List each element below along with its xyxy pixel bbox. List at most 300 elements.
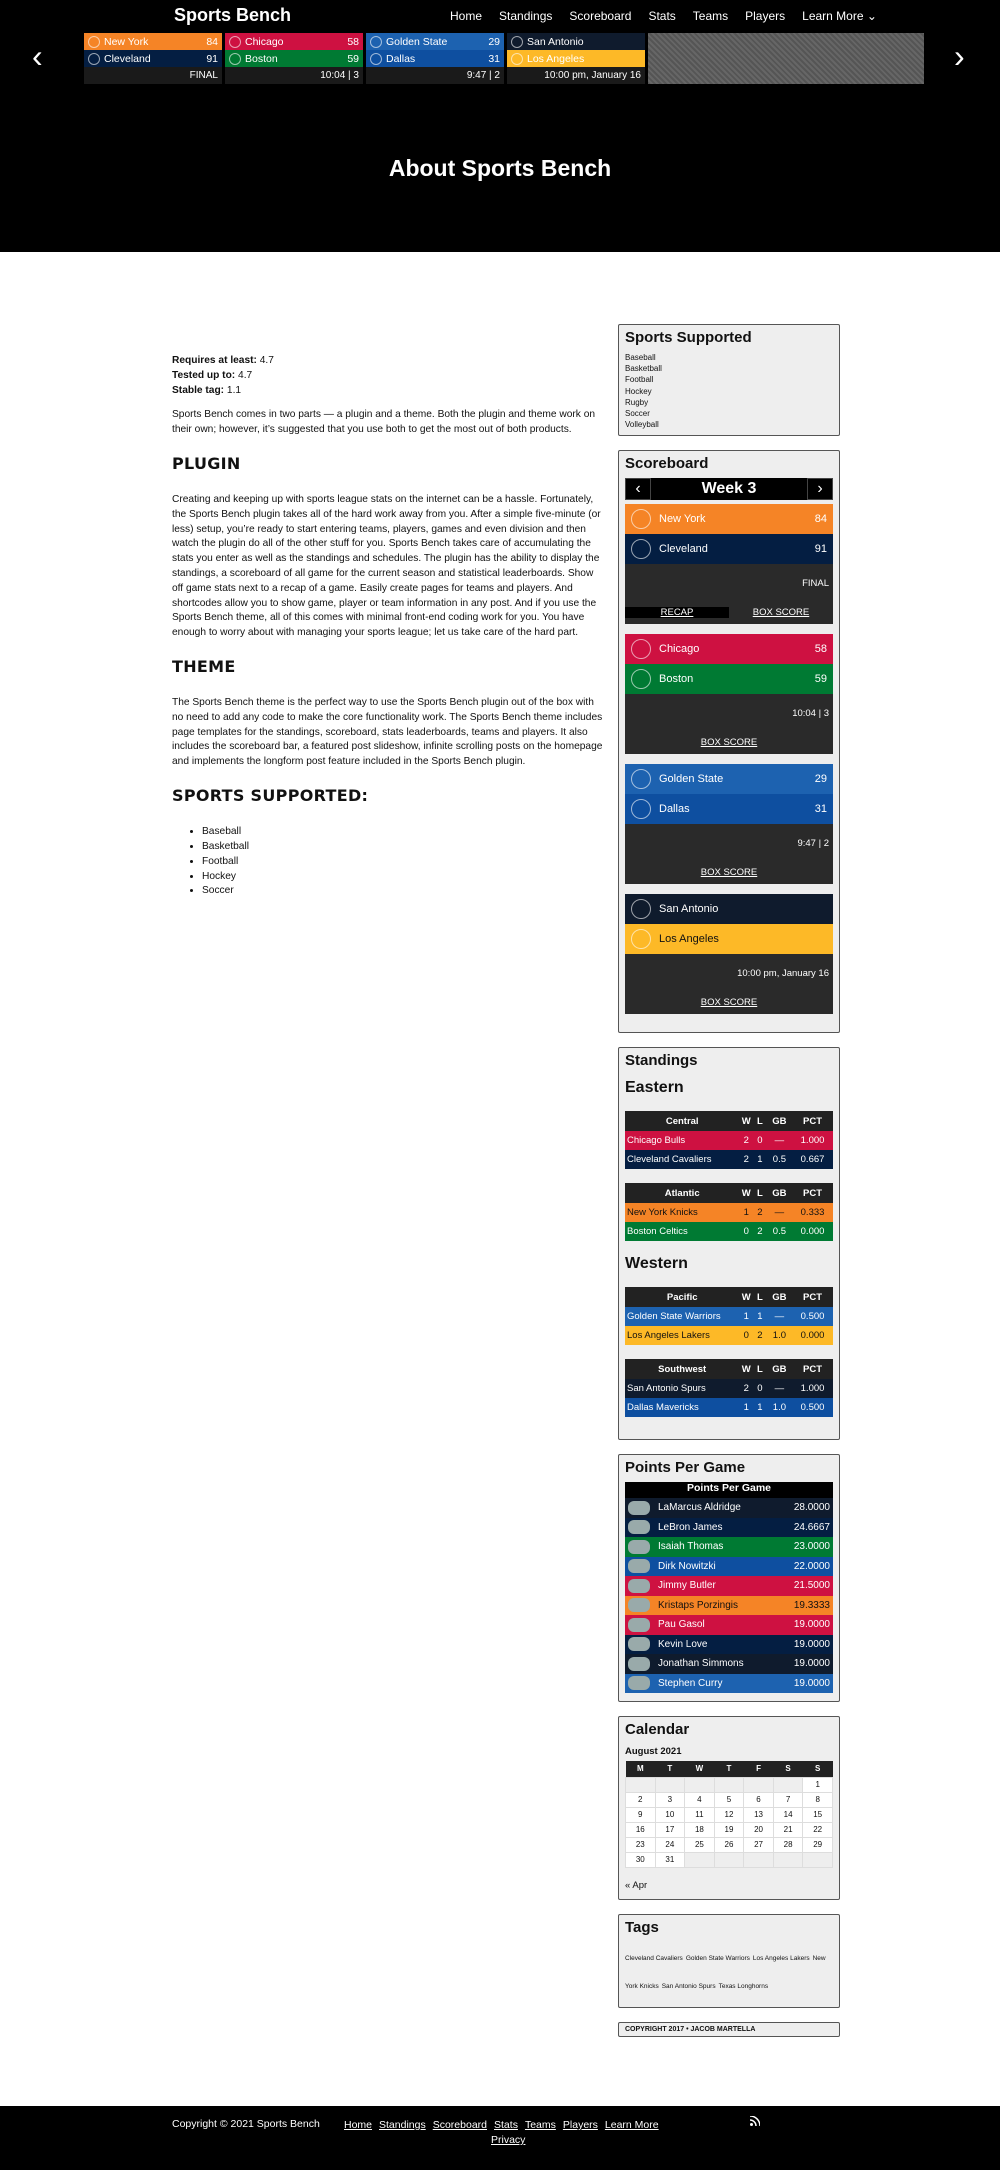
calendar-day	[773, 1852, 803, 1867]
team-name: Boston	[245, 52, 278, 65]
tag-link[interactable]: Los Angeles Lakers	[752, 1954, 810, 1962]
calendar-day: 12	[714, 1807, 744, 1822]
player-value: 24.6667	[793, 1521, 830, 1533]
box-score-link[interactable]: BOX SCORE	[700, 736, 758, 748]
plugin-paragraph: Creating and keeping up with sports league stats on the internet can be a hassle. Fortunately, the Sports Bench plugin takes all of the hard work away from you. After a simple five-minute (or less) setup, you’re ready to start entering teams, players, games and even division and then watch the plugin do all of the other stuff for you. Sports Bench takes care of accumulating the stats you enter as well as the standings and schedules. The plugin has the ability to display the standings, a scoreboard of all game for the current season and statistical leaderboards. Show off game stats next to a recap of a game. Easily create pages for teams and players. And shortcodes allow you to show game, player or team information in any post. And if you use the Sports Bench theme, all of this comes with minimal front-end coding work for you. You have enough to worry about with managing your sports league; let us take care of the hard part.	[172, 494, 601, 639]
scorebar-team-row	[366, 33, 504, 50]
player-name: Jonathan Simmons	[658, 1658, 744, 1670]
team-logo-icon	[631, 799, 651, 819]
stat-cell: 0	[757, 1383, 763, 1394]
stat-cell: 1	[743, 1402, 749, 1413]
team-name: Chicago	[245, 35, 284, 48]
team-score: 29	[814, 773, 827, 785]
calendar-day: 29	[803, 1837, 833, 1852]
column-header: PCT	[792, 1359, 833, 1379]
stat-cell: 0.500	[800, 1311, 825, 1322]
calendar-day: 30	[626, 1852, 656, 1867]
footer-link-learn-more[interactable]: Learn More	[604, 2119, 659, 2131]
scoreboard-card	[625, 894, 833, 1014]
scoreboard-team-row	[625, 764, 833, 794]
widget-title: Tags	[625, 1918, 659, 1936]
team-logo-icon	[511, 36, 523, 48]
column-header: W	[739, 1287, 753, 1307]
team-name: Los Angeles Lakers	[627, 1330, 710, 1341]
sports-list	[172, 825, 604, 899]
list-item: Hockey	[625, 386, 652, 396]
table-row[interactable]	[625, 1131, 833, 1150]
column-header: GB	[767, 1183, 792, 1203]
calendar-day: 21	[773, 1822, 803, 1837]
nav-standings[interactable]: Standings	[499, 9, 553, 23]
calendar-day: 28	[773, 1837, 803, 1852]
calendar-day: 11	[685, 1807, 715, 1822]
team-name: Golden State	[659, 773, 724, 785]
calendar-day: 27	[744, 1837, 774, 1852]
main-content	[172, 354, 604, 899]
team-name: New York Knicks	[627, 1207, 698, 1218]
scoreboard-bar	[84, 33, 924, 84]
team-score: 58	[347, 35, 359, 48]
player-photo	[628, 1540, 650, 1554]
nav-teams[interactable]: Teams	[692, 9, 729, 23]
calendar-month: August 2021	[625, 1746, 682, 1757]
scoreboard-team-row	[625, 504, 833, 534]
scoreboard-card	[625, 634, 833, 754]
team-logo-icon	[88, 53, 100, 65]
scorebar-team-row	[84, 50, 222, 67]
team-logo-icon	[88, 36, 100, 48]
player-name: Isaiah Thomas	[658, 1541, 724, 1553]
division-name: Atlantic	[625, 1183, 739, 1203]
list-item: Baseball	[625, 353, 656, 362]
game-status: 10:00 pm, January 16	[507, 67, 645, 84]
player-photo	[628, 1501, 650, 1515]
calendar-day: 17	[655, 1822, 685, 1837]
calendar-day: 2	[626, 1792, 656, 1807]
player-value: 19.0000	[793, 1638, 830, 1650]
tag-link[interactable]: San Antonio Spurs	[661, 1983, 716, 1991]
widget-title: Standings	[625, 1052, 698, 1069]
week-label: Week 3	[701, 480, 757, 497]
list-item: Basketball	[625, 364, 662, 374]
list-item: • Baseball	[202, 825, 604, 840]
table-row[interactable]	[625, 1326, 833, 1345]
player-value: 22.0000	[793, 1560, 830, 1572]
box-score-link[interactable]: BOX SCORE	[700, 866, 758, 878]
scorebar-next-icon[interactable]: ›	[954, 38, 965, 74]
game-status: 9:47 | 2	[366, 67, 504, 84]
scoreboard-games	[625, 504, 833, 1014]
player-value: 28.0000	[793, 1502, 830, 1514]
calendar-day	[685, 1852, 715, 1867]
page-title: About Sports Bench	[388, 155, 612, 181]
meta-label: Requires at least:	[172, 355, 257, 366]
team-score: 29	[488, 35, 500, 48]
stat-cell: 0.5	[772, 1226, 787, 1237]
rss-icon[interactable]	[750, 2116, 760, 2126]
ppg-row[interactable]	[625, 1635, 833, 1655]
standings-table	[625, 1183, 833, 1241]
team-logo-icon	[631, 899, 651, 919]
footer-link-standings[interactable]: Standings	[379, 2119, 426, 2131]
scoreboard-team-row	[625, 794, 833, 824]
calendar-day-header: F	[744, 1761, 774, 1777]
tag-link[interactable]: Texas Longhorns	[718, 1983, 769, 1991]
footer-link-home[interactable]: Home	[344, 2119, 373, 2131]
calendar-day	[626, 1777, 656, 1792]
nav-home[interactable]: Home	[450, 9, 483, 23]
stat-cell: 2	[743, 1154, 749, 1165]
column-header: W	[739, 1359, 753, 1379]
stat-cell: 0.5	[772, 1154, 787, 1165]
stat-cell: 1	[757, 1402, 763, 1413]
column-header: L	[753, 1287, 767, 1307]
team-name: Dallas	[386, 52, 416, 65]
calendar-day-header: T	[655, 1761, 685, 1777]
team-logo-icon	[631, 539, 651, 559]
meta-value: 4.7	[235, 369, 253, 381]
player-name: LaMarcus Aldridge	[658, 1502, 741, 1514]
calendar-day: 18	[685, 1822, 715, 1837]
stat-cell: 0	[743, 1330, 749, 1341]
player-name: Jimmy Butler	[658, 1580, 716, 1592]
ppg-row[interactable]	[625, 1615, 833, 1635]
standings-table	[625, 1111, 833, 1169]
footer-nav	[344, 2118, 674, 2148]
scorebar-game[interactable]	[366, 33, 504, 84]
tag-link[interactable]: Cleveland Cavaliers	[625, 1954, 683, 1962]
team-score: 84	[206, 35, 218, 48]
scoreboard-card	[625, 504, 833, 624]
scoreboard-team-row	[625, 924, 833, 954]
column-header: L	[753, 1359, 767, 1379]
column-header: W	[739, 1183, 753, 1203]
ppg-rows	[625, 1498, 833, 1693]
table-row[interactable]	[625, 1379, 833, 1398]
calendar-day-header: T	[714, 1761, 744, 1777]
stat-cell: —	[774, 1383, 785, 1394]
stat-cell: 0	[743, 1226, 749, 1237]
player-name: Dirk Nowitzki	[658, 1560, 716, 1572]
standings-table	[625, 1359, 833, 1417]
theme-heading: THEME	[172, 656, 236, 676]
scorebar-game[interactable]	[84, 33, 222, 84]
standings-tables	[625, 1079, 833, 1417]
column-header: GB	[767, 1111, 792, 1131]
main-nav	[450, 9, 894, 23]
footer-link-players[interactable]: Players	[562, 2119, 598, 2131]
list-item: Football	[625, 375, 654, 385]
scoreboard-card	[625, 764, 833, 884]
intro-paragraph: Sports Bench comes in two parts — a plugin and a theme. Both the plugin and theme work on their own; however, it’s suggested that you use both to get the most out of both products.	[172, 409, 596, 436]
calendar-day: 22	[803, 1822, 833, 1837]
team-score: 58	[814, 643, 827, 655]
column-header: L	[753, 1111, 767, 1131]
box-score-link[interactable]: BOX SCORE	[700, 996, 758, 1008]
calendar-day-header: S	[773, 1761, 803, 1777]
calendar-day: 20	[744, 1822, 774, 1837]
calendar-day: 8	[803, 1792, 833, 1807]
player-photo	[628, 1637, 650, 1651]
player-value: 23.0000	[793, 1541, 830, 1553]
table-row[interactable]	[625, 1307, 833, 1326]
ppg-row[interactable]	[625, 1576, 833, 1596]
game-status: FINAL	[625, 564, 833, 600]
widget-title: Calendar	[625, 1721, 690, 1738]
scorebar-team-row	[366, 50, 504, 67]
ppg-row[interactable]	[625, 1498, 833, 1518]
team-name: New York	[104, 35, 149, 48]
player-value: 19.0000	[793, 1658, 830, 1670]
team-score: 31	[488, 52, 500, 65]
division-name: Central	[625, 1111, 739, 1131]
column-header: W	[739, 1111, 753, 1131]
calendar-day: 9	[626, 1807, 656, 1822]
scorebar-filler	[648, 33, 924, 84]
table-row[interactable]	[625, 1150, 833, 1169]
player-name: Kristaps Porzingis	[658, 1599, 739, 1611]
calendar-day	[744, 1777, 774, 1792]
ppg-row[interactable]	[625, 1537, 833, 1557]
player-value: 19.3333	[793, 1599, 830, 1611]
conference-title: Eastern	[625, 1079, 684, 1096]
team-name: Chicago Bulls	[627, 1135, 686, 1146]
stat-cell: 1	[757, 1311, 763, 1322]
calendar-table	[625, 1761, 833, 1868]
widget-title: Points Per Game	[625, 1459, 746, 1476]
team-name: Cleveland Cavaliers	[627, 1154, 712, 1165]
site-brand[interactable]: Sports Bench	[174, 5, 292, 25]
division-name: Southwest	[625, 1359, 739, 1379]
team-name: Boston Celtics	[627, 1226, 688, 1237]
ppg-table-header: Points Per Game	[625, 1482, 833, 1498]
sidebar	[618, 324, 840, 2051]
footer-link-teams[interactable]: Teams	[524, 2119, 556, 2131]
calendar-day: 1	[803, 1777, 833, 1792]
stat-cell: 0.667	[800, 1154, 825, 1165]
player-value: 19.0000	[793, 1677, 830, 1689]
team-logo-icon	[370, 53, 382, 65]
calendar-day: 3	[655, 1792, 685, 1807]
team-name: Dallas Mavericks	[627, 1402, 699, 1413]
stat-cell: 0.000	[800, 1226, 825, 1237]
player-name: Kevin Love	[658, 1638, 708, 1650]
game-status: FINAL	[84, 67, 222, 84]
game-status: 10:00 pm, January 16	[625, 954, 833, 990]
plugin-heading: PLUGIN	[172, 453, 241, 473]
calendar-day: 4	[685, 1792, 715, 1807]
team-logo-icon	[229, 53, 241, 65]
player-photo	[628, 1520, 650, 1534]
team-logo-icon	[631, 669, 651, 689]
scoreboard-team-row	[625, 534, 833, 564]
nav-stats[interactable]: Stats	[648, 9, 676, 23]
game-links	[625, 860, 833, 884]
team-logo-icon	[631, 769, 651, 789]
calendar-prev-link[interactable]: « Apr	[625, 1879, 648, 1891]
team-name: Golden State	[386, 35, 448, 48]
calendar-day: 31	[655, 1852, 685, 1867]
standings-widget	[618, 1047, 840, 1440]
team-name: Golden State Warriors	[627, 1311, 721, 1322]
stat-cell: 0.333	[800, 1207, 825, 1218]
team-score: 91	[814, 543, 827, 555]
stat-cell: —	[774, 1207, 785, 1218]
standings-table	[625, 1287, 833, 1345]
nav-scoreboard[interactable]: Scoreboard	[569, 9, 632, 23]
widget-title: Sports Supported	[625, 329, 752, 346]
team-name: San Antonio Spurs	[627, 1383, 706, 1394]
calendar-day	[714, 1777, 744, 1792]
scorebar-game[interactable]	[225, 33, 363, 84]
column-header: L	[753, 1183, 767, 1203]
table-row[interactable]	[625, 1222, 833, 1241]
stat-cell: 1.0	[772, 1330, 787, 1341]
scoreboard-team-row	[625, 894, 833, 924]
week-prev-icon[interactable]: ‹	[625, 478, 651, 500]
stat-cell: 1.000	[800, 1135, 825, 1146]
ppg-row[interactable]	[625, 1518, 833, 1538]
calendar-widget	[618, 1716, 840, 1900]
calendar-day: 15	[803, 1807, 833, 1822]
calendar-day-header: W	[685, 1761, 715, 1777]
stat-cell: 2	[743, 1383, 749, 1394]
player-photo	[628, 1559, 650, 1573]
calendar-day: 19	[714, 1822, 744, 1837]
stat-cell: 2	[757, 1330, 763, 1341]
player-photo	[628, 1598, 650, 1612]
player-name: Stephen Curry	[658, 1677, 723, 1689]
stat-cell: 1.0	[772, 1402, 787, 1413]
calendar-day: 24	[655, 1837, 685, 1852]
team-name: Cleveland	[104, 52, 151, 65]
stat-cell: 0.000	[800, 1330, 825, 1341]
stat-cell: 2	[757, 1207, 763, 1218]
team-score: 59	[347, 52, 359, 65]
team-name: Boston	[659, 673, 694, 685]
site-footer	[0, 2106, 1000, 2170]
player-photo	[628, 1579, 650, 1593]
footer-link-scoreboard[interactable]: Scoreboard	[432, 2119, 488, 2131]
calendar-day	[714, 1852, 744, 1867]
column-header: PCT	[792, 1287, 833, 1307]
calendar-day	[803, 1852, 833, 1867]
player-photo	[628, 1618, 650, 1632]
nav-learn-more[interactable]: Learn More ⌄	[802, 9, 877, 23]
column-header: PCT	[792, 1111, 833, 1131]
week-selector	[625, 478, 833, 500]
team-score: 84	[814, 513, 827, 525]
scoreboard-team-row	[625, 664, 833, 694]
sports-supported-heading: SPORTS SUPPORTED:	[172, 786, 369, 805]
plugin-meta	[172, 354, 604, 398]
box-score-link[interactable]: BOX SCORE	[752, 606, 810, 618]
list-item: Soccer	[625, 408, 650, 418]
player-name: LeBron James	[658, 1521, 723, 1533]
team-logo-icon	[229, 36, 241, 48]
conference-title: Western	[625, 1255, 688, 1272]
list-item: • Basketball	[202, 840, 604, 855]
list-item: Rugby	[625, 397, 649, 407]
footer-link-stats[interactable]: Stats	[494, 2119, 518, 2131]
sports-supported-widget	[618, 324, 840, 436]
calendar-day: 16	[626, 1822, 656, 1837]
game-status: 9:47 | 2	[625, 824, 833, 860]
player-name: Pau Gasol	[658, 1619, 705, 1631]
scorebar-team-row	[84, 33, 222, 50]
footer-link-privacy[interactable]: Privacy	[491, 2134, 526, 2147]
team-logo-icon	[631, 929, 651, 949]
meta-label: Tested up to:	[172, 369, 236, 381]
division-name: Pacific	[625, 1287, 739, 1307]
team-name: San Antonio	[659, 903, 719, 915]
team-score: 59	[814, 673, 827, 685]
scoreboard-widget	[618, 450, 840, 1033]
game-status: 10:04 | 3	[225, 67, 363, 84]
scorebar-game[interactable]	[507, 33, 645, 84]
team-name: Dallas	[659, 803, 690, 815]
table-row[interactable]	[625, 1398, 833, 1417]
team-logo-icon	[631, 509, 651, 529]
column-header: GB	[767, 1287, 792, 1307]
game-links	[625, 730, 833, 754]
list-item: • Soccer	[202, 884, 604, 899]
list-item: • Football	[202, 855, 604, 870]
table-row[interactable]	[625, 1203, 833, 1222]
team-score: 91	[206, 52, 218, 65]
team-name: San Antonio	[527, 35, 584, 48]
team-logo-icon	[511, 53, 523, 65]
column-header: GB	[767, 1359, 792, 1379]
ppg-widget	[618, 1454, 840, 1702]
scorebar-prev-icon[interactable]: ‹	[32, 38, 43, 74]
nav-players[interactable]: Players	[745, 9, 786, 23]
calendar-day: 7	[773, 1792, 803, 1807]
team-name: Los Angeles	[659, 933, 719, 945]
calendar-day: 13	[744, 1807, 774, 1822]
game-status: 10:04 | 3	[625, 694, 833, 730]
ppg-row[interactable]	[625, 1654, 833, 1674]
tags-widget	[618, 1914, 840, 2009]
team-logo-icon	[370, 36, 382, 48]
team-name: New York	[659, 513, 706, 525]
team-name: Los Angeles	[527, 52, 585, 65]
recap-link[interactable]: RECAP	[625, 607, 729, 618]
list-item: Volleyball	[625, 420, 659, 430]
scorebar-team-row	[225, 50, 363, 67]
copyright-widget: COPYRIGHT 2017 • JACOB MARTELLA	[618, 2022, 840, 2037]
ppg-row[interactable]	[625, 1557, 833, 1577]
calendar-day: 26	[714, 1837, 744, 1852]
tag-link[interactable]: New York Knicks	[625, 1954, 826, 1991]
column-header: PCT	[792, 1183, 833, 1203]
ppg-row[interactable]	[625, 1596, 833, 1616]
player-photo	[628, 1657, 650, 1671]
theme-paragraph: The Sports Bench theme is the perfect way to use the Sports Bench plugin out of the box with no need to add any code to make the core functionality work. The Sports Bench theme includes page templates for the standings, scoreboard, stats leaderboards, teams and players. It also includes the scoreboard bar, a featured post slideshow, infinite scrolling posts on the homepage and implements the longform post feature included in the Sports Bench plugin.	[172, 697, 603, 768]
ppg-row[interactable]	[625, 1674, 833, 1694]
calendar-day: 23	[626, 1837, 656, 1852]
stat-cell: —	[774, 1311, 785, 1322]
calendar-day: 25	[685, 1837, 715, 1852]
calendar-day: 10	[655, 1807, 685, 1822]
week-next-icon[interactable]: ›	[807, 478, 833, 500]
footer-copyright: Copyright © 2021 Sports Bench	[172, 2118, 320, 2130]
team-name: Cleveland	[659, 543, 708, 555]
meta-value: 1.1	[224, 384, 242, 396]
tag-link[interactable]: Golden State Warriors	[685, 1954, 750, 1962]
calendar-day	[685, 1777, 715, 1792]
scoreboard-team-row	[625, 634, 833, 664]
